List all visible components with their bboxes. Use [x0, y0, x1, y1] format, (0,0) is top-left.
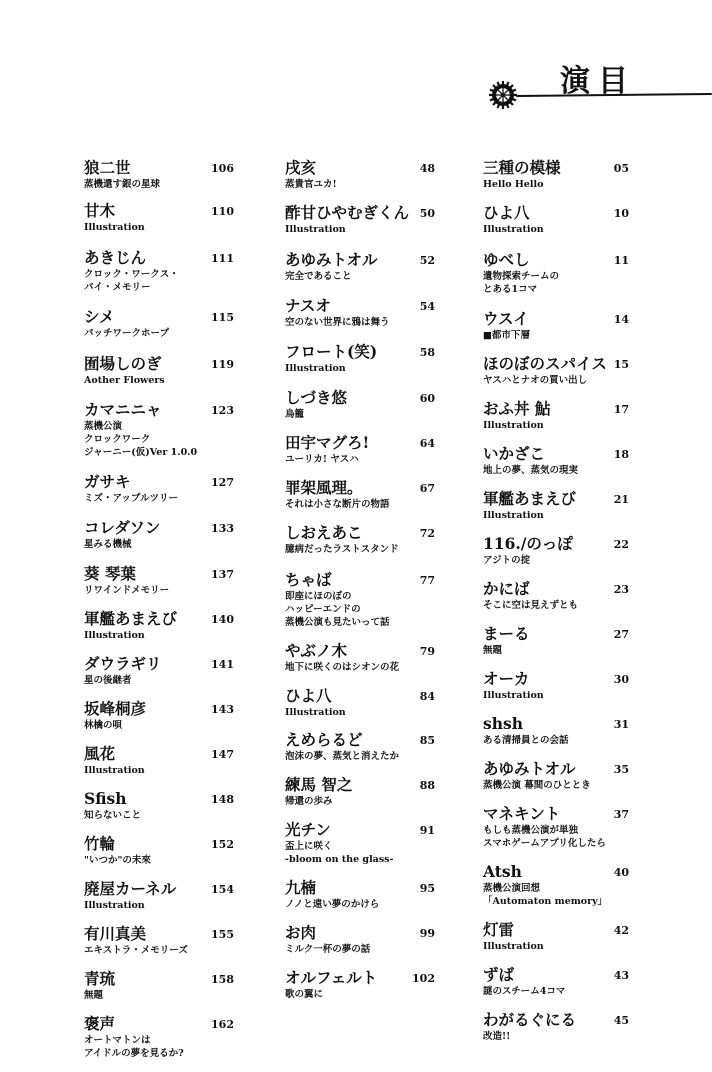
page-number: 99 [419, 927, 435, 940]
author-name: 狼二世 [84, 158, 131, 177]
toc-entry [84, 789, 234, 822]
toc-entry [483, 862, 629, 908]
page-number: 50 [419, 207, 435, 220]
work-title: "いつか"の未來 [84, 855, 151, 866]
work-title: オートマトンは [84, 1035, 151, 1046]
work-title: 知らないこと [84, 810, 142, 821]
toc-entry [84, 699, 234, 732]
author-name: 練馬 智之 [285, 775, 353, 794]
page-number: 18 [613, 448, 629, 461]
toc-entry [285, 878, 435, 911]
author-name: 風花 [84, 744, 116, 763]
page-number: 147 [211, 748, 234, 761]
toc-column-3 [483, 158, 629, 1055]
toc-entry [84, 158, 234, 191]
author-name: あきじん [84, 248, 147, 267]
work-title: Illustration [483, 941, 544, 952]
toc-entry [285, 342, 435, 375]
author-name: 軍艦あまえび [483, 489, 577, 508]
page-number: 54 [419, 300, 435, 313]
author-name: フロート(笑) [285, 342, 378, 361]
author-name: オーカ [483, 669, 530, 688]
author-name: まーる [483, 624, 530, 643]
author-name: 116./のっぽ [483, 534, 573, 553]
toc-entry [84, 518, 234, 551]
page-number: 127 [211, 476, 234, 489]
toc-entry [84, 201, 234, 234]
work-title: リワインドメモリー [84, 585, 170, 596]
work-title: そこに空は見えずとも [483, 600, 579, 611]
toc-entry [285, 820, 435, 866]
author-name: ガサキ [84, 472, 131, 491]
author-name: ほのぼのスパイス [483, 354, 607, 373]
author-name: お肉 [285, 923, 317, 942]
page-number: 58 [419, 346, 435, 359]
work-title: 蒸機公演 [84, 421, 123, 432]
page-number: 133 [211, 522, 234, 535]
work-title: ■都市下層 [483, 330, 530, 341]
work-title: パイ・メモリー [84, 282, 151, 293]
work-title: もしも蒸機公演が単独 [483, 825, 579, 836]
page-number: 143 [211, 703, 234, 716]
toc-entry [285, 296, 435, 329]
work-title: ミルク一杯の夢の話 [285, 944, 371, 955]
author-name: ナスオ [285, 296, 331, 315]
work-title: 蒸機還す銀の星球 [84, 179, 161, 190]
author-name: 甘木 [84, 201, 116, 220]
work-title: ノノと遠い夢のかけら [285, 899, 380, 910]
gear-icon [488, 80, 518, 110]
page-number: 79 [419, 645, 435, 658]
work-title: 空のない世界に鴉は舞う [285, 317, 390, 328]
page-number: 14 [613, 313, 629, 326]
author-name: 青琉 [84, 969, 116, 988]
toc-column-2 [285, 158, 435, 1013]
toc-entry [285, 388, 435, 421]
author-name: 坂峰桐彦 [84, 699, 147, 718]
work-title: パッチワークホープ [84, 328, 170, 339]
toc-entry [483, 804, 629, 850]
author-name: ちゃば [285, 570, 332, 589]
author-name: やぶノ木 [285, 641, 348, 660]
work-title: 泡沫の夢、蒸気と消えたか [285, 751, 400, 762]
author-name: 光チン [285, 820, 331, 839]
author-name: 有川真美 [84, 924, 147, 943]
toc-entry [285, 730, 435, 763]
author-name: Atsh [483, 862, 522, 881]
work-title: 「Automaton memory」 [483, 896, 608, 907]
author-name: カマニニャ [84, 400, 162, 419]
page-number: 84 [419, 690, 435, 703]
toc-entry [483, 399, 629, 432]
author-name: 三種の模様 [483, 158, 561, 177]
toc-entry [285, 433, 435, 466]
page-number: 77 [419, 574, 435, 587]
page-number: 154 [211, 883, 234, 896]
author-name: 戌亥 [285, 158, 317, 177]
work-title: 完全であること [285, 271, 352, 282]
work-title: アイドルの夢を見るか? [84, 1048, 184, 1059]
toc-entry [483, 965, 629, 998]
work-title: 謎のスチーム4コマ [483, 986, 566, 997]
page-number: 141 [211, 658, 234, 671]
page-number: 91 [419, 824, 435, 837]
author-name: おふ丼 鮎 [483, 399, 551, 418]
work-title: 地上の夢、蒸気の現実 [483, 465, 579, 476]
page-number: 31 [613, 718, 629, 731]
work-title: Illustration [84, 630, 145, 641]
author-name: 竹輪 [84, 834, 116, 853]
work-title: Hello Hello [483, 179, 544, 190]
page-number: 10 [613, 207, 629, 220]
author-name: ひよ八 [285, 686, 332, 705]
page-number: 110 [211, 205, 234, 218]
toc-entry [84, 744, 234, 777]
toc-entry [285, 775, 435, 808]
toc-entry [285, 923, 435, 956]
page-number: 152 [211, 838, 234, 851]
page-header [488, 52, 712, 112]
work-title: 遺物探索チームの [483, 271, 560, 282]
work-title: Aother Flowers [84, 375, 165, 386]
author-name: Sfish [84, 789, 127, 808]
page-number: 05 [613, 162, 629, 175]
author-name: 褒声 [84, 1014, 116, 1033]
work-title: 即座にほのぼの [285, 591, 352, 602]
work-title: 星みる機械 [84, 539, 132, 550]
toc-entry [84, 472, 234, 505]
toc-entry [285, 968, 435, 1001]
page-number: 30 [613, 673, 629, 686]
toc-entry [483, 444, 629, 477]
author-name: ダウラギリ [84, 654, 162, 673]
work-title: クロック・ワークス・ [84, 269, 179, 280]
work-title: ヤスハとナオの買い出し [483, 375, 588, 386]
work-title: 蒸機公演回想 [483, 883, 541, 894]
page-number: 43 [613, 969, 629, 982]
author-name: 廃屋カーネル [84, 879, 177, 898]
page-number: 95 [419, 882, 435, 895]
toc-entry [483, 759, 629, 792]
toc-entry [285, 570, 435, 629]
toc-entry [84, 354, 234, 387]
work-title: Illustration [285, 707, 346, 718]
toc-entry [285, 478, 435, 511]
toc-entry [483, 534, 629, 567]
page-number: 140 [211, 613, 234, 626]
work-title: 林檎の唄 [84, 720, 123, 731]
work-title: ハッピーエンドの [285, 604, 361, 615]
page-number: 23 [613, 583, 629, 596]
author-name: 酢甘ひやむぎくん [285, 203, 410, 222]
toc-entry [84, 564, 234, 597]
page-number: 21 [613, 493, 629, 506]
page-number: 11 [613, 254, 629, 267]
author-name: shsh [483, 714, 523, 733]
toc-column-1 [84, 158, 234, 1072]
author-name: オルフェルト [285, 968, 378, 987]
toc-entry [483, 1010, 629, 1043]
work-title: Illustration [285, 224, 346, 235]
toc-entry [483, 489, 629, 522]
author-name: 罪架風理。 [285, 478, 363, 497]
page-number: 111 [211, 252, 234, 265]
page-number: 148 [211, 793, 234, 806]
work-title: 無題 [84, 990, 104, 1001]
work-title: Illustration [483, 690, 544, 701]
author-name: シメ [84, 307, 115, 326]
toc-entry [483, 920, 629, 953]
toc-entry [285, 641, 435, 674]
toc-entry [84, 609, 234, 642]
author-name: あゆみトオル [285, 250, 378, 269]
toc-entry [84, 879, 234, 912]
toc-entry [84, 248, 234, 294]
work-title: Illustration [483, 420, 544, 431]
page-number: 67 [419, 482, 435, 495]
work-title: ジャーニー(仮)Ver 1.0.0 [84, 447, 198, 458]
toc-entry [483, 714, 629, 747]
work-title: それは小さな断片の物語 [285, 499, 390, 510]
page-number: 22 [613, 538, 629, 551]
toc-entry [483, 309, 629, 342]
page-number: 106 [211, 162, 234, 175]
toc-entry [285, 250, 435, 283]
page-number: 42 [613, 924, 629, 937]
page-number: 52 [419, 254, 435, 267]
work-title: ユーリカ! ヤスハ [285, 454, 359, 465]
page-number: 123 [211, 404, 234, 417]
work-title: 蒸機公演 幕間のひととき [483, 780, 591, 791]
page-number: 17 [613, 403, 629, 416]
toc-entry [483, 579, 629, 612]
page-number: 158 [211, 973, 234, 986]
page-number: 40 [613, 866, 629, 879]
toc-entry [483, 669, 629, 702]
page-number: 119 [211, 358, 234, 371]
toc-entry [84, 1014, 234, 1060]
work-title: エキストラ・メモリーズ [84, 945, 188, 956]
toc-entry [84, 834, 234, 867]
work-title: 烏籠 [285, 409, 305, 420]
author-name: マネキント [483, 804, 561, 823]
page-number: 85 [419, 734, 435, 747]
work-title: 臆病だったラストスタンド [285, 544, 399, 555]
toc-entry [285, 158, 435, 191]
page-number: 45 [613, 1014, 629, 1027]
page-number: 64 [419, 437, 435, 450]
page-number: 60 [419, 392, 435, 405]
toc-entry [84, 654, 234, 687]
page-number: 15 [613, 358, 629, 371]
page-number: 27 [613, 628, 629, 641]
toc-entry [483, 158, 629, 191]
work-title: 地下に咲くのはシオンの花 [285, 662, 400, 673]
page-title: 演目 [560, 64, 636, 99]
work-title: 蒸貴官ユカ! [285, 179, 337, 190]
toc-entry [483, 250, 629, 296]
author-name: 田宇マグろ! [285, 433, 370, 452]
author-name: あゆみトオル [483, 759, 576, 778]
page-number: 37 [613, 808, 629, 821]
work-title: スマホゲームアプリ化したら [483, 838, 606, 849]
work-title: クロックワーク [84, 434, 151, 445]
toc-entry [84, 924, 234, 957]
author-name: しづき悠 [285, 388, 348, 407]
work-title: Illustration [84, 222, 145, 233]
page-number: 137 [211, 568, 234, 581]
page-number: 48 [419, 162, 435, 175]
page-number: 102 [412, 972, 435, 985]
toc-entry [285, 686, 435, 719]
work-title: Illustration [285, 363, 346, 374]
toc-entry [84, 969, 234, 1002]
page-number: 115 [211, 311, 234, 324]
work-title: Illustration [84, 765, 145, 776]
toc-entry [84, 400, 234, 459]
author-name: えめらるど [285, 730, 363, 749]
author-name: コレダソン [84, 518, 161, 537]
author-name: いかざこ [483, 444, 546, 463]
author-name: 囿場しのぎ [84, 354, 162, 373]
work-title: 帰還の歩み [285, 796, 333, 807]
toc-entry [285, 203, 435, 236]
toc-entry [483, 354, 629, 387]
page-number: 155 [211, 928, 234, 941]
work-title: 無題 [483, 645, 503, 656]
page-number: 162 [211, 1018, 234, 1031]
work-title: Illustration [84, 900, 145, 911]
work-title: ある清掃員との会話 [483, 735, 569, 746]
work-title: 改造!! [483, 1031, 511, 1042]
work-title: 歌の翼に [285, 989, 324, 1000]
page-number: 72 [419, 527, 435, 540]
work-title: 盃上に咲く [285, 841, 333, 852]
toc-entry [84, 307, 234, 340]
author-name: わがるぐにる [483, 1010, 577, 1029]
work-title: -bloom on the glass- [285, 854, 394, 865]
page-number: 35 [613, 763, 629, 776]
author-name: ひよ八 [483, 203, 530, 222]
author-name: ウスイ [483, 309, 529, 328]
toc-entry [285, 523, 435, 556]
author-name: 九楠 [285, 878, 317, 897]
work-title: ミズ・アップルツリー [84, 493, 178, 504]
author-name: 葵 琴葉 [84, 564, 136, 583]
toc-entry [483, 624, 629, 657]
work-title: 星の後継者 [84, 675, 132, 686]
author-name: 灯雷 [483, 920, 515, 939]
work-title: Illustration [483, 224, 544, 235]
author-name: かにば [483, 579, 530, 598]
page-number: 88 [419, 779, 435, 792]
author-name: ゆべし [483, 250, 530, 269]
work-title: とある1コマ [483, 284, 538, 295]
author-name: しおえあこ [285, 523, 363, 542]
work-title: Illustration [483, 510, 544, 521]
author-name: 軍艦あまえび [84, 609, 178, 628]
toc-entry [483, 203, 629, 236]
work-title: アジトの掟 [483, 555, 531, 566]
author-name: ずば [483, 965, 515, 984]
work-title: 蒸機公演も見たいって話 [285, 617, 390, 628]
